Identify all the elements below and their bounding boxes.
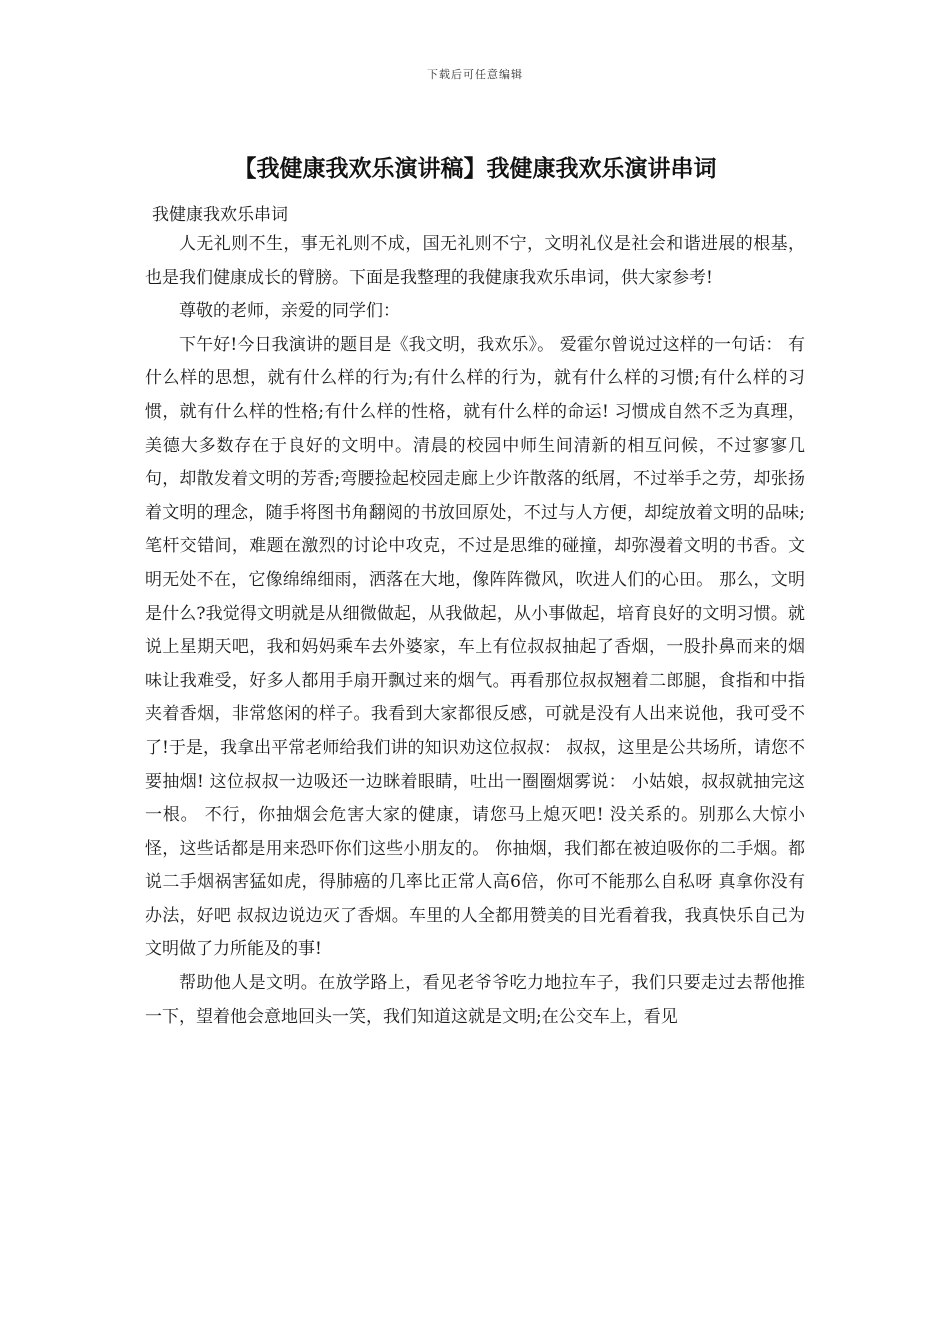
document-body <box>145 228 805 1034</box>
document-title: 【我健康我欢乐演讲稿】我健康我欢乐演讲串词 <box>233 155 717 182</box>
paragraph-helping-others: 帮助他人是文明。在放学路上，看见老爷爷吃力地拉车子，我们只要走过去帮他推一下，望着他会意地回头一笑，我们知道这就是文明;在公交车上，看见 <box>145 973 805 1027</box>
page-header-note: 下载后可任意编辑 <box>427 68 523 81</box>
paragraph-greeting: 尊敬的老师，亲爱的同学们： <box>179 301 400 322</box>
paragraph-intro: 人无礼则不生，事无礼则不成，国无礼则不宁，文明礼仪是社会和谐进展的根基，也是我们健康成长的臂膀。下面是我整理的我健康我欢乐串词，供大家参考! <box>145 234 805 288</box>
document-subtitle: 我健康我欢乐串词 <box>152 205 288 225</box>
paragraph-speech-main: 下午好!今日我演讲的题目是《我文明，我欢乐》。 爱霍尔曾说过这样的一句话： 有什么样的思想，就有什么样的行为;有什么样的行为，就有什么样的习惯;有什么样的习惯，就有什么样的性格;有什么样的性格，就有什么样的命运! 习惯成自然不乏为真理，美德大多数存在于良好的文明中。清晨的校园中师生间清新的相互问候，不过寥寥几句，却散发着文明的芳香;弯腰捡起校园走廊上少许散落的纸屑，不过举手之劳，却张扬着文明的理念，随手将图书角翻阅的书放回原处，不过与人方便，却绽放着文明的品味;笔杆交错间，难题在激烈的讨论中攻克，不过是思维的碰撞，却弥漫着文明的书香。文明无处不在，它像绵绵细雨，洒落在大地，像阵阵微风，吹进人们的心田。 那么，文明是什么?我觉得文明就是从细微做起，从我做起，从小事做起，培育良好的文明习惯。就说上星期天吧，我和妈妈乘车去外婆家，车上有位叔叔抽起了香烟，一股扑鼻而来的烟味让我难受，好多人都用手扇开飘过来的烟气。再看那位叔叔翘着二郎腿，食指和中指夹着香烟，非常悠闲的样子。我看到大家都很反感，可就是没有人出来说他，我可受不了!于是，我拿出平常老师给我们讲的知识劝这位叔叔： 叔叔，这里是公共场所，请您不要抽烟! 这位叔叔一边吸还一边眯着眼睛，吐出一圈圈烟雾说： 小姑娘，叔叔就抽完这一根。 不行，你抽烟会危害大家的健康，请您马上熄灭吧! 没关系的。别那么大惊小怪，这些话都是用来恐吓你们这些小朋友的。 你抽烟，我们都在被迫吸你的二手烟。都说二手烟祸害猛如虎，得肺癌的几率比正常人高6倍，你可不能那么自私呀 真拿你没有办法，好吧 叔叔边说边灭了香烟。车里的人全都用赞美的目光看着我，我真快乐自己为文明做了力所能及的事! <box>145 334 805 960</box>
